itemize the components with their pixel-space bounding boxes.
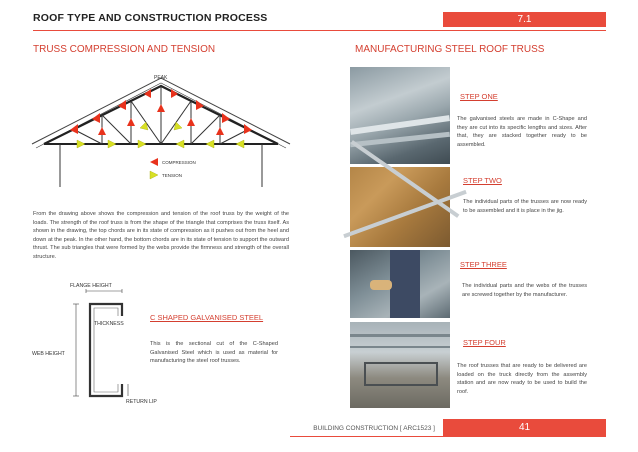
thickness-label: THICKNESS — [94, 321, 124, 327]
manufacturing-section-title: MANUFACTURING STEEL ROOF TRUSS — [355, 44, 545, 55]
return-lip-label: RETURN LIP — [126, 399, 157, 405]
tension-legend-swatch — [150, 171, 158, 179]
truss-paragraph: From the drawing above shows the compression and tension of the roof truss by the weight of the loads. The strength of the roof truss is from the shape of the triangle that comprises the truss itself. As shown in the drawing, the top chords are in its state of compression as it pushes out from the heel and down at the peak. In the other hand, the bottom chords are in its state of tension to support the outward thrust. The sub triangles that were formed by the webs provide the firmness and strength of the overall structure. — [33, 211, 289, 260]
header-rule — [33, 30, 606, 31]
web-height-label: WEB HEIGHT — [32, 351, 65, 357]
step-three-text: The individual parts and the webs of the trusses are screwed together by the manufacturer. — [462, 283, 587, 298]
step-three-photo — [350, 250, 450, 318]
section-number: 7.1 — [517, 14, 532, 25]
step-four-photo — [350, 322, 450, 408]
c-shape-title: C SHAPED GALVANISED STEEL — [150, 313, 264, 322]
tension-legend-label: TENSION — [162, 173, 183, 178]
step-four-title: STEP FOUR — [463, 338, 506, 347]
compression-legend-swatch — [150, 158, 158, 166]
truss-diagram — [30, 72, 292, 190]
flange-height-label: FLANGE HEIGHT — [70, 283, 112, 289]
step-one-title: STEP ONE — [460, 92, 498, 101]
step-two-title: STEP TWO — [463, 176, 502, 185]
compression-legend-label: COMPRESSION — [162, 160, 196, 165]
step-four-text: The roof trusses that are ready to be delivered are loaded on the truck directly from the assembly station and are now ready to be used to build the roof. — [457, 363, 587, 395]
step-one-text: The galvanised steels are made in C-Shape and they are cut into its specific lengths and sizes. After that, they are stacked together ready to be assembled. — [457, 116, 587, 148]
step-two-photo — [350, 167, 450, 247]
footer-rule — [290, 436, 606, 437]
page-title: ROOF TYPE AND CONSTRUCTION PROCESS — [33, 12, 268, 24]
truss-section-title: TRUSS COMPRESSION AND TENSION — [33, 44, 216, 55]
page-number: 41 — [518, 422, 531, 433]
step-two-text: The individual parts of the trusses are now ready to be assembled and it is place in the jig. — [463, 199, 587, 214]
step-three-title: STEP THREE — [460, 260, 507, 269]
c-profile-diagram — [30, 278, 157, 410]
peak-label: PEAK — [154, 75, 168, 81]
c-shape-paragraph: This is the sectional cut of the C-Shaped Galvanised Steel which is used as material for manufacturing the steel roof trusses. — [150, 341, 278, 365]
footer-course: BUILDING CONSTRUCTION [ ARC1523 ] — [313, 425, 435, 432]
